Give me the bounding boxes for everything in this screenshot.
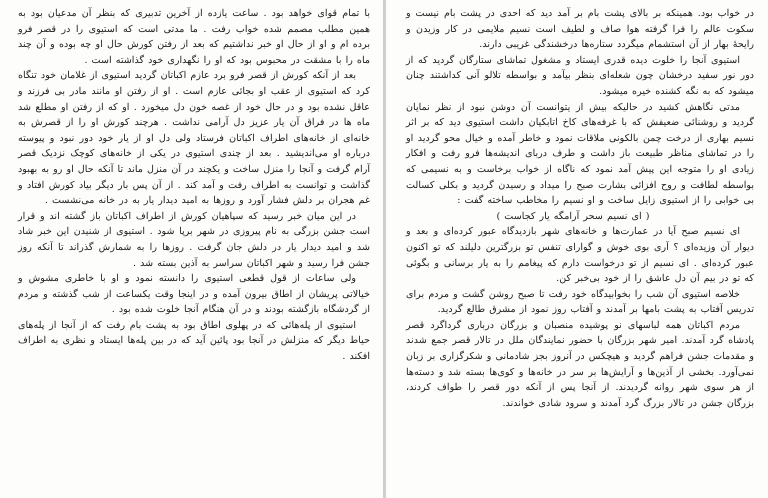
left-page-text	[18, 6, 370, 365]
paragraph: با تمام قوای خواهد بود . ساعت یازده از آخرین تدبیری که بنظر آن مدعیان بود به همین مطلب مصمم شده خواب رفت . ما مدتی است که استیوی را در قصر فرو برده ام و او از حال او خبر نداشتیم که بعد از رفتن کورش حال او چه بوده و آن چند ماه را با مشقت در محبوس بود که او را نگهداری خود گذاشته است .	[18, 8, 370, 66]
paragraph: استیوی آنجا را خلوت دیده قدری ایستاد و مشغول تماشای ستارگان گردید که از دور نور سفید درخشان چون شعله‌ای بنظر بیآمد و بواسطه تلالو آنی کداشتند چنان میشود که به نگه کشنده خیره میشود.	[406, 54, 754, 97]
right-page	[384, 0, 768, 498]
paragraph: ای نسیم صبح آیا در عمارت‌ها و خانه‌های شهر بازدیدگاه عبور کرده‌ای و بعد و دیوار آن وزیده‌ای ؟ آری بوی خوش و گوارای تنفس تو بزرگترین دلیلند که تو اکنون عبور کرده‌ای . ای نسیم از تو درخواست دارم که پیغامم را به یار برسانی و بگوئی که تو در بیم آن دل عاشق را از خود بی‌خبر کن.	[406, 226, 754, 285]
paragraph: بعد از آنکه کورش از قصر فرو برد عازم اکباتان گردید استیوی از غلامان خود تنگاه کرد که استیوی از عقب او بجائی عازم است . او از رفتن او مانند مادر بی فرزند و عاقل نشده بود و در حال خود از غصه خون دل میخورد . او که از رفتن او مطلع شد ماه ها در فراق آن یار عزیز دل آرامی نداشت . هرچند کورش او را از قصرش به خانه‌ای از خانه‌های اطراف اکباتان فرستاد ولی دل او از یار خود دور نبود و پیوسته درباره او می‌اندیشید . بعد از چندی استیوی در یکی از خانه‌های کوچک نزدیک قصر آرام گرفت و آنجا را منزل ساخت و یکچند در آن منزل ماند تا آنکه حال او رو به بهبود گذاشت و توانست به اطراف رفت و آمد کند . از آن پس بار دیگر بیاد کورش افتاد و غم هجران بر دلش فشار آورد و روزها به امید دیدار یار به در خانه می‌نشست .	[18, 70, 370, 207]
paragraph: خلاصه استیوی آن شب را بخوابیدگاه خود رفت تا صبح روشن گشت و مردم برای تدریس آفتاب به پشت بامها بر آمدند و آفتاب روز نمود از مشرق طالع گردید.	[406, 288, 754, 316]
paragraph: در خواب بود. همینکه بر بالای پشت بام بر آمد دید که احدی در پشت بام نیست و سکوت عالم را فرا گرفته هوا صاف و لطیف است نسیم ملایمی در کار وزیدن و رایحهٔ بهار از آن استشمام میگردد ستاره‌ها درخشندگی غریبی دارند.	[406, 8, 754, 51]
paragraph: مردم اکباتان همه لباسهای نو پوشیده منصبان و بزرگان درباری گرداگرد قصر پادشاه گرد آمدند. امیر شهر بزرگان با حضور نمایندگان ملل در تالار قصر جمع شدند و مقدمات جشن فراهم گردید و هیچکس در آنروز بجز شادمانی و شکرگزاری بر زبان نمی‌آورد. بخشی از آذین‌ها و آرایش‌ها بر سر در خانه‌ها و کوی‌ها بسته شد و دسته‌ها از هر سوی شهر روانه گردیدند. از آنجا پس از آنکه دور قصر را طواف کردند، بزرگان جشن در تالار بزرگ گرد آمدند و سرود شادی خواندند.	[406, 319, 754, 409]
verse-line: ( ای نسیم سحر آرامگه یار کجاست )	[496, 210, 650, 222]
paragraph: مدتی نگاهش کشید در حالیکه بیش از یتوانست آن دوشن نبود از نظر نمایان گردید و روشنائی ضعیفش که با غرفه‌های کاخ اتابکیان داشت استیوی دید که بر اثر نسیم بهاری از درخت چمن بالکونی ملاقات نمود و خاطر آمده و خیال محو گردید او را در تماشای مناظر طبیعت باز داشت و طرف دربای اندیشه‌ها فرو رفت و افکار زیادی او را متوجه این پیش آمد نمود که ناگاه از خواب برخاست و به نسیمی که بواسطه لطافت و روح افزائی بشارت صبح را میداد و رسیدن گردید و بکلی کسالت بی خوابی را از استیوی زایل ساخت و او نسیم را مخاطب ساخته گفت :	[406, 101, 754, 207]
paragraph: استیوی از پله‌هائی که در پهلوی اطاق بود به پشت بام رفت که از آنجا از پله‌های حیاط دیگر که منزلش در آنجا بود پائین آید که در بین پله‌ها ایستاد و نظری به اطراف افکند .	[18, 319, 370, 363]
paragraph: ولی ساعات از قول قطعی استیوی را دانسته نمود و او با خاطری مشوش و خیالاتی پریشان از اطاق بیرون آمده و در اینجا وقت یکساعت از شب گذشته و مردم از گردشگاه بازگشته بودند و در آن هنگام آنجا خلوت شده بود .	[18, 273, 370, 316]
page-gutter	[383, 0, 386, 498]
right-page-text	[406, 6, 754, 411]
paragraph: در این میان خبر رسید که سپاهیان کورش از اطراف اکباتان باز گشته اند و قرار است جشن بزرگی به نام پیروزی در شهر برپا شود . استیوی از شنیدن این خبر شاد شد و امید دیدار یار در دلش جان گرفت . روز‌ها را به شمارش گذراند تا آنکه روز جشن فرا رسید و شهر اکباتان سراسر به آذین بسته شد .	[18, 210, 370, 269]
